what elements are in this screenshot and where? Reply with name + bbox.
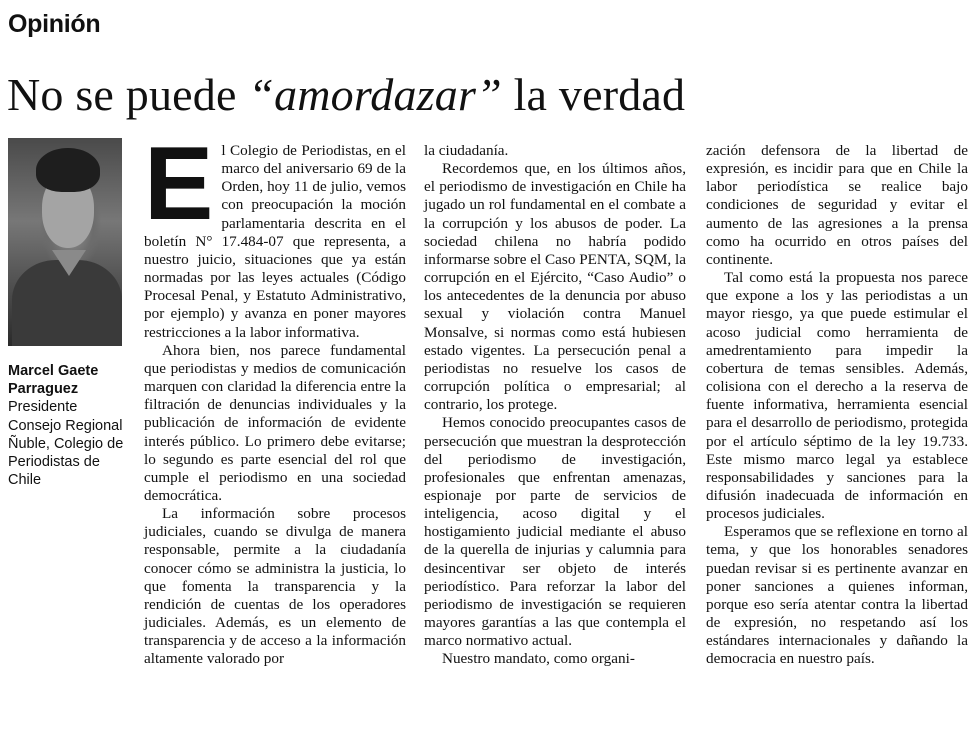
paragraph-6-continued: zación defensora de la libertad de expresión, es incidir para que en Chile la labor periodística se realice bajo condiciones de seguridad y evitar el aumento de las agresiones a la prensa como ha ocurrido en otros países del continente.	[706, 142, 968, 268]
article-column-3	[706, 142, 968, 669]
paragraph-7: Tal como está la propuesta nos parece que expone a los y las periodistas a un mayor riesgo, ya que puede estimular el acoso judicial como herramienta de amedrentamiento para impedir la cobertura de temas sensibles. Además, colisiona con el derecho a la reserva de fuente informativa, herramienta esencial para el desarrollo de periodismo, protegida por el artículo séptimo de la ley 19.733. Este mismo marco legal ya establece responsabilidades y sanciones para la difusión inadecuada de información en procesos judiciales.	[706, 269, 968, 523]
headline-part-1: No se puede	[7, 69, 249, 120]
author-photo	[8, 138, 122, 346]
section-label: Opinión	[8, 10, 101, 38]
paragraph-4: Recordemos que, en los últimos años, el periodismo de investigación en Chile ha jugado un rol fundamental en el combate a la corrupción y los abusos de poder. La sociedad chilena no habría podido informarse sobre el Caso PENTA, SQM, la corrupción en el Ejército, “Caso Audio” o los antecedentes de la denuncia por abuso sexual y violación contra Manuel Monsalve, si normas como está hubiesen estado vigentes. La persecución penal a periodistas no resuelve los casos de corrupción política o empresarial; al contrario, los protege.	[424, 160, 686, 414]
paragraph-5: Hemos conocido preocupantes casos de persecución que muestran la desprotección del periodismo de investigación, profesionales que enfrentan amenazas, espionaje por parte de servicios de inteligencia, acoso digital y el hostigamiento judicial mediante el abuso de la querella de injurias y calumnia para desincentivar ser objeto de interés periodístico. Para reforzar la labor del periodismo de investigación se requieren mayores garantías a las que contempla el marco normativo actual.	[424, 414, 686, 650]
drop-cap: E	[144, 126, 214, 242]
author-name: Marcel Gaete Parraguez	[8, 363, 99, 398]
headline-quoted-word: “amordazar”	[248, 69, 502, 120]
article-column-2	[424, 142, 686, 669]
paragraph-8: Esperamos que se reflexione en torno al tema, y que los honorables senadores puedan revisar si es pertinente avanzar en poner sanciones a quienes informan, porque eso sería atentar contra la libertad de expresión, no respetando así los estándares internacionales y dañando la democracia en nuestro país.	[706, 523, 968, 668]
author-role: Presidente Consejo Regional Ñuble, Colegio de Periodistas de Chile	[8, 399, 124, 489]
paragraph-1-text: l Colegio de Periodistas, en el marco del aniversario 69 de la Orden, hoy 11 de julio, vemos con preocupación la moción parlamentaria descrita en el boletín N° 17.484-07 que representa, a nuestro juicio, situaciones que ya están normadas por las leyes actuales (Código Procesal Penal, y Estatuto Administrativo, por ejemplo) y avanza en poner mayores restricciones a la labor informativa.	[144, 142, 406, 341]
paragraph-1	[144, 126, 406, 342]
photo-hair	[36, 148, 100, 192]
paragraph-6: Nuestro mandato, como organi-	[442, 650, 635, 668]
paragraph-3: La información sobre procesos judiciales, cuando se divulga de manera responsable, permite a la ciudadanía conocer cómo se administra la justicia, lo que fomenta la transparencia y la rendición de cuentas de los operadores judiciales. Además, es un elemento de transparencia y de acceso a la información altamente valorado por	[144, 505, 406, 668]
article-column-1	[144, 126, 406, 669]
paragraph-2: Ahora bien, nos parece fundamental que periodistas y medios de comunicación marquen con claridad la diferencia entre la filtración de denuncias individuales y la publicación de información de evidente interés público. Lo primero debe evitarse; lo segundo es parte esencial del rol que cumple el periodismo en una sociedad democrática.	[144, 341, 406, 504]
paragraph-3-continued: la ciudadanía.	[424, 142, 509, 159]
author-byline	[8, 362, 126, 489]
headline-part-2: la verdad	[501, 69, 686, 120]
headline	[7, 66, 685, 124]
